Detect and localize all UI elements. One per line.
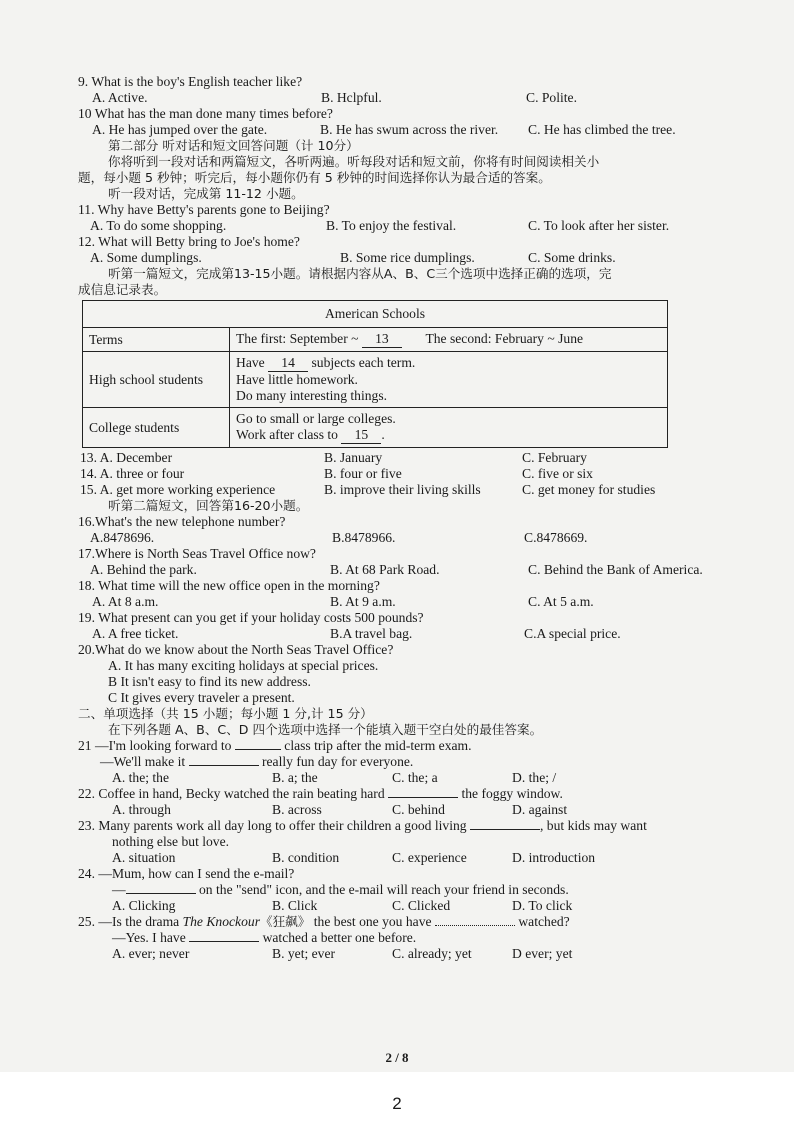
option-a: A. Active. — [92, 90, 148, 105]
question-20-option-c: C It gives every traveler a present. — [108, 690, 295, 705]
question-23-options: A. situation B. condition C. experience D. introduction — [112, 850, 596, 865]
option-a: A. He has jumped over the gate. — [92, 122, 268, 137]
table-high-school-value: Have 14 subjects each term. Have little homework. Do many interesting things. — [230, 352, 668, 408]
question-16-options: A.8478696. B.8478966. C.8478669. — [90, 530, 588, 545]
question-16: 16.What's the new telephone number? — [78, 514, 286, 529]
question-22-options: A. through B. across C. behind D. against — [112, 802, 568, 817]
option-a: A. To do some shopping. — [90, 218, 227, 233]
section2-intro: 在下列各题 A、B、C、D 四个选项中选择一个能填入题干空白处的最佳答案。 — [108, 722, 543, 737]
part2-heading: 第二部分 听对话和短文回答问题（计 10分） — [108, 138, 359, 153]
info-record-table — [82, 300, 668, 448]
blank-13: 13 — [362, 331, 402, 348]
option-c: C. Some drinks. — [528, 250, 616, 265]
part2-intro-1: 你将听到一段对话和两篇短文，各听两遍。听每段对话和短文前，你将有时间阅读相关小 — [108, 154, 600, 169]
question-18-options: A. At 8 a.m. B. At 9 a.m. C. At 5 a.m. — [92, 594, 594, 609]
option-c: C. Polite. — [526, 90, 577, 105]
answer-blank — [388, 797, 458, 798]
question-21-line-2: —We'll make it really fun day for everyone. — [100, 754, 414, 769]
answer-blank — [235, 749, 281, 750]
page-number: 2 — [392, 1094, 402, 1113]
option-b: B. Some rice dumplings. — [340, 250, 475, 265]
page-indicator: 2 / 8 — [385, 1050, 409, 1065]
question-20-option-b: B It isn't easy to find its new address. — [108, 674, 311, 689]
question-10-options — [78, 122, 738, 138]
question-18: 18. What time will the new office open in the morning? — [78, 578, 380, 593]
section2-heading: 二、单项选择（共 15 小题；每小题 1 分,计 15 分） — [78, 706, 373, 721]
option-b: B. He has swum across the river. — [320, 122, 499, 137]
question-12: 12. What will Betty bring to Joe's home? — [78, 234, 300, 249]
answer-blank — [470, 829, 540, 830]
question-22: 22. Coffee in hand, Becky watched the rain beating hard the foggy window. — [78, 786, 563, 801]
table-high-school-label: High school students — [83, 352, 230, 408]
question-17-options: A. Behind the park. B. At 68 Park Road. C. Behind the Bank of America. — [90, 562, 703, 577]
question-23-line-1: 23. Many parents work all day long to offer their children a good living , but kids may want — [78, 818, 647, 833]
question-21-line-1: 21 —I'm looking forward to class trip after the mid-term exam. — [78, 738, 472, 753]
blank-14: 14 — [268, 355, 308, 372]
question-24-line-1: 24. —Mum, how can I send the e-mail? — [78, 866, 295, 881]
blank-15: 15 — [341, 427, 381, 444]
question-19-options: A. A free ticket. B.A travel bag. C.A special price. — [92, 626, 621, 641]
answer-blank — [189, 941, 259, 942]
exam-page — [78, 74, 738, 962]
answer-blank — [189, 765, 259, 766]
answer-blank — [126, 893, 196, 894]
question-21-options: A. the; the B. a; the C. the; a D. the; / — [112, 770, 557, 785]
question-12-options — [78, 250, 738, 266]
option-c: C. He has climbed the tree. — [528, 122, 676, 137]
passage2-intro: 听第二篇短文，回答第16-20小题。 — [108, 498, 309, 513]
question-14: 14. A. three or four B. four or five C. five or six — [80, 466, 593, 481]
option-b: B. To enjoy the festival. — [326, 218, 457, 233]
question-9: 9. What is the boy's English teacher like? — [78, 74, 303, 89]
passage1-intro-2: 成信息记录表。 — [78, 282, 167, 297]
question-11-options — [78, 218, 738, 234]
option-b: B. Hclpful. — [321, 90, 382, 105]
passage1-intro-1: 听第一篇短文，完成第13-15小题。请根据内容从A、B、C三个选项中选择正确的选项，完 — [108, 266, 612, 281]
option-a: A. Some dumplings. — [90, 250, 202, 265]
question-13: 13. A. December B. January C. February — [80, 450, 587, 465]
question-10: 10 What has the man done many times before? — [78, 106, 333, 121]
question-20: 20.What do we know about the North Seas Travel Office? — [78, 642, 394, 657]
answer-blank — [435, 925, 515, 926]
table-terms-value: The first: September ~ 13 The second: February ~ June — [230, 328, 668, 352]
question-23-line-2: nothing else but love. — [112, 834, 230, 849]
question-15: 15. A. get more working experience B. improve their living skills C. get money for studies — [80, 482, 656, 497]
question-19: 19. What present can you get if your holiday costs 500 pounds? — [78, 610, 424, 625]
table-terms-label: Terms — [83, 328, 230, 352]
question-11: 11. Why have Betty's parents gone to Beijing? — [78, 202, 330, 217]
table-college-label: College students — [83, 408, 230, 448]
question-9-options — [78, 90, 738, 106]
option-c: C. To look after her sister. — [528, 218, 670, 233]
table-title: American Schools — [83, 301, 668, 328]
question-24-options: A. Clicking B. Click C. Clicked D. To click — [112, 898, 573, 913]
part2-intro-2: 题，每小题 5 秒钟；听完后，每小题你仍有 5 秒钟的时间选择你认为最合适的答案。 — [78, 170, 551, 185]
question-20-option-a: A. It has many exciting holidays at special prices. — [108, 658, 379, 673]
part2-dialog: 听一段对话，完成第 11-12 小题。 — [108, 186, 304, 201]
table-college-value: Go to small or large colleges. Work after class to 15 . — [230, 408, 668, 448]
question-25-line-2: —Yes. I have watched a better one before. — [112, 930, 417, 945]
question-25-options: A. ever; never B. yet; ever C. already; yet D ever; yet — [112, 946, 573, 961]
question-24-line-2: — on the "send" icon, and the e-mail will reach your friend in seconds. — [112, 882, 569, 897]
question-17: 17.Where is North Seas Travel Office now? — [78, 546, 316, 561]
question-25-line-1: 25. —Is the drama The Knockour《狂飙》 the best one you have watched? — [78, 914, 570, 929]
